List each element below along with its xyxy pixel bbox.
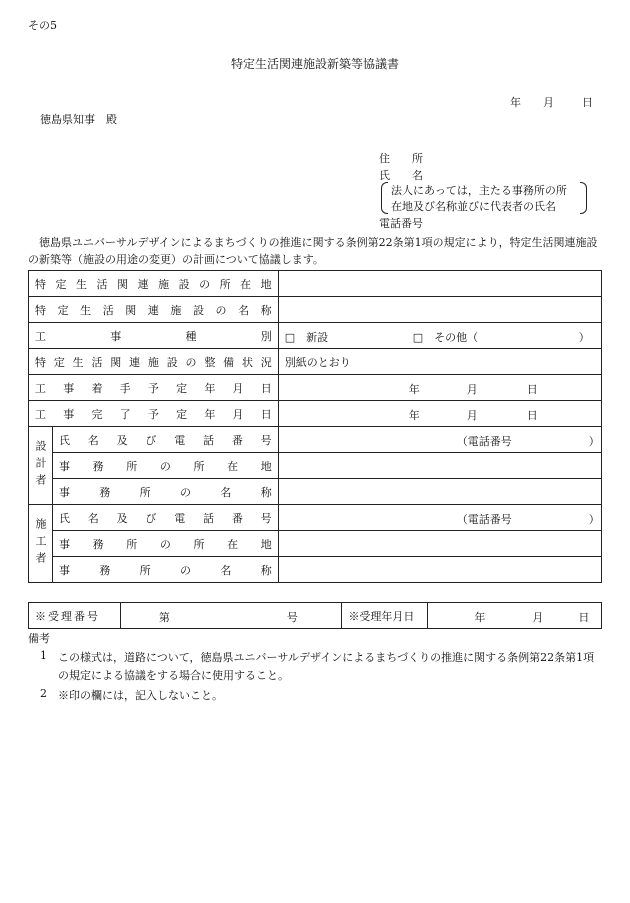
- builder-office-address-label: 事 務 所 の 所 在 地: [52, 531, 278, 557]
- table-row-designer-office-address: [29, 453, 602, 479]
- designer-office-address-value[interactable]: [278, 453, 601, 479]
- applicant-note-line1: 法人にあっては，主たる事務所の所: [391, 184, 567, 197]
- start-year: 年: [408, 382, 420, 396]
- receipt-number-value: [120, 603, 342, 629]
- end-day: 日: [526, 408, 538, 422]
- designer-name-label: 氏 名 及 び 電 話 番 号: [52, 427, 278, 453]
- receipt-month: 月: [532, 610, 544, 624]
- designer-name-value[interactable]: [278, 427, 601, 453]
- applicant-note-line2: 在地及び名称並びに代表者の氏名: [391, 200, 556, 213]
- status-value: 別紙のとおり: [278, 349, 601, 375]
- date-year: 年: [510, 96, 521, 109]
- label-status: [29, 349, 279, 375]
- designer-phone-open: （電話番号: [456, 434, 512, 448]
- table-row-end-date: [29, 401, 602, 427]
- label-start-date: [29, 375, 279, 401]
- table-row-builder-office-name: [29, 557, 602, 583]
- designer-group-cell: [29, 427, 53, 505]
- receipt-day: 日: [578, 610, 590, 624]
- status-label-text: 特 定 生 活 関 連 施 設 の 整 備 状 況: [35, 355, 272, 369]
- document-title: 特定生活関連施設新築等協議書: [230, 57, 399, 71]
- builder-name-label: 氏 名 及 び 電 話 番 号: [52, 505, 278, 531]
- applicant-phone-label: 電話番号: [379, 217, 423, 230]
- end-date-value[interactable]: [278, 401, 601, 427]
- table-row-builder-office-address: [29, 531, 602, 557]
- builder-phone-close: ）: [588, 512, 600, 526]
- table-row-name: [29, 297, 602, 323]
- facility-name-value[interactable]: [278, 297, 601, 323]
- builder-group-cell: [29, 505, 53, 583]
- builder-office-name-label: 事 務 所 の 名 称: [52, 557, 278, 583]
- location-label-text: 特 定 生 活 関 連 施 設 の 所 在 地: [35, 277, 272, 291]
- end-month: 月: [466, 408, 478, 422]
- right-bracket: [580, 182, 587, 214]
- designer-office-address-label: 事 務 所 の 所 在 地: [52, 453, 278, 479]
- work-type-value: [278, 323, 601, 349]
- table-row-status: [29, 349, 602, 375]
- location-value[interactable]: [278, 271, 601, 297]
- label-location: [29, 271, 279, 297]
- designer-office-name-value[interactable]: [278, 479, 601, 505]
- receipt-year: 年: [474, 610, 486, 624]
- builder-office-name-value[interactable]: [278, 557, 601, 583]
- option-other-close: ）: [578, 330, 590, 344]
- table-row-location: [29, 271, 602, 297]
- receipt-dai: 第: [158, 610, 170, 624]
- date-month: 月: [543, 96, 554, 109]
- builder-office-address-value[interactable]: [278, 531, 601, 557]
- note-1-number: 1: [40, 649, 47, 662]
- option-other-checkbox[interactable]: □ その他（: [412, 330, 479, 344]
- builder-phone-open: （電話番号: [456, 512, 512, 526]
- table-row-work-type: [29, 323, 602, 349]
- table-row-designer-name: [29, 427, 602, 453]
- facility-name-label-text: 特 定 生 活 関 連 施 設 の 名 称: [35, 303, 272, 317]
- addressee: 徳島県知事 殿: [40, 113, 117, 126]
- note-2-text: ※印の欄には，記入しないこと。: [58, 689, 223, 702]
- label-facility-name: [29, 297, 279, 323]
- receipt-table: [28, 602, 602, 629]
- receipt-date-value: [428, 603, 602, 629]
- builder-name-value[interactable]: [278, 505, 601, 531]
- table-row-builder-name: [29, 505, 602, 531]
- designer-office-name-label: 事 務 所 の 名 称: [52, 479, 278, 505]
- date-day: 日: [582, 96, 593, 109]
- designer-group-label: 設計者: [33, 440, 47, 491]
- start-date-label-text: 工 事 着 手 予 定 年 月 日: [35, 381, 272, 395]
- table-row-designer-office-name: [29, 479, 602, 505]
- form-number: その5: [28, 19, 57, 32]
- end-date-label-text: 工 事 完 了 予 定 年 月 日: [35, 407, 272, 421]
- builder-group-label: 施工者: [33, 518, 47, 569]
- work-type-label-text: 工 事 種 別: [35, 329, 272, 343]
- label-end-date: [29, 401, 279, 427]
- note-2-number: 2: [40, 687, 47, 700]
- designer-phone-close: ）: [588, 434, 600, 448]
- notes-heading: 備考: [28, 632, 50, 645]
- receipt-date-label: ※受理年月日: [342, 603, 428, 629]
- application-table: [28, 270, 602, 583]
- start-month: 月: [466, 382, 478, 396]
- option-new-checkbox[interactable]: □ 新設: [284, 330, 329, 344]
- label-work-type: [29, 323, 279, 349]
- table-row-start-date: [29, 375, 602, 401]
- applicant-name-label: 氏 名: [379, 169, 423, 182]
- start-day: 日: [526, 382, 538, 396]
- applicant-address-label: 住 所: [379, 152, 423, 165]
- note-1-text: この様式は，道路について，徳島県ユニバーサルデザインによるまちづくりの推進に関する条例第22条第1項の規定による協議をする場合に使用すること。: [58, 651, 595, 682]
- left-bracket: [381, 182, 388, 214]
- receipt-go: 号: [286, 610, 298, 624]
- end-year: 年: [408, 408, 420, 422]
- receipt-number-label: ※受理番号: [29, 603, 121, 629]
- intro-text: 徳島県ユニバーサルデザインによるまちづくりの推進に関する条例第22条第1項の規定により，特定生活関連施設の新築等（施設の用途の変更）の計画について協議します。: [28, 236, 598, 266]
- start-date-value[interactable]: [278, 375, 601, 401]
